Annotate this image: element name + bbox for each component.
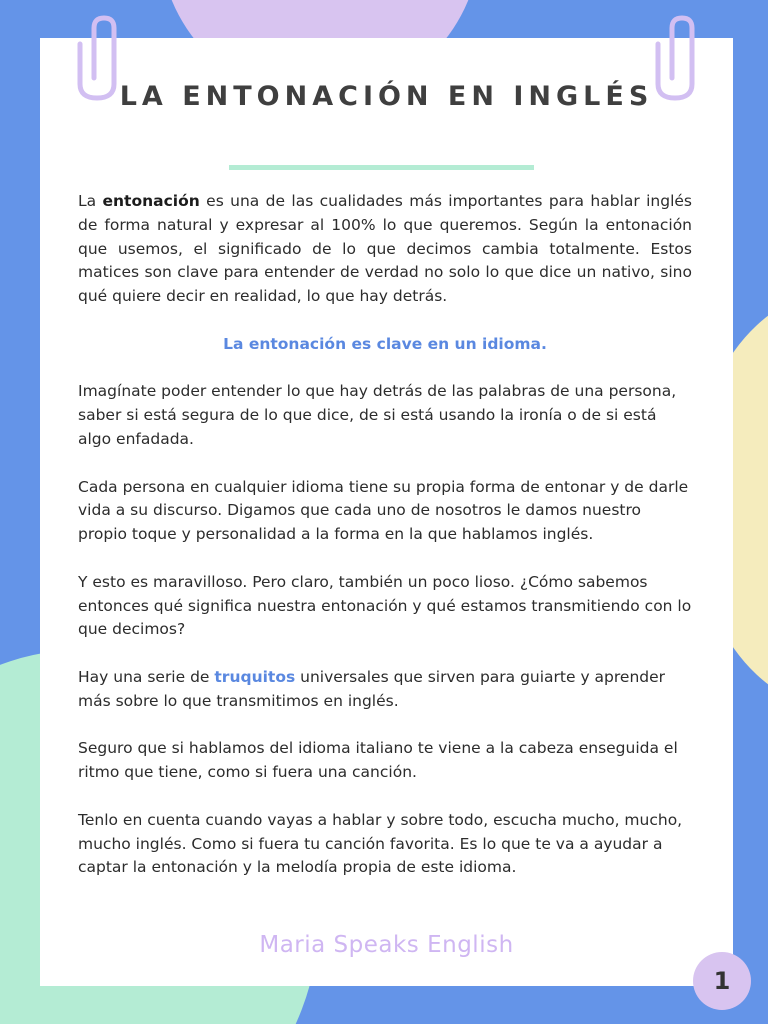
keyword-truquitos: truquitos <box>214 667 296 686</box>
title-underline <box>229 165 534 170</box>
keyword-entonacion: entonación <box>102 192 200 210</box>
page-title: LA ENTONACIÓN EN INGLÉS <box>119 81 654 112</box>
page-number-badge: 1 <box>693 952 751 1010</box>
paragraph-intro <box>78 190 692 309</box>
paragraph-each-person: Cada persona en cualquier idioma tiene su propia forma de entonar y de darle vida a su discurso. Digamos que cada uno de nosotros le damos nuestro propio toque y personalidad a la forma en la que hablamos inglés. <box>78 477 689 544</box>
paragraph-intro-rest: es una de las cualidades más importantes para hablar inglés de forma natural y expresar al 100% lo que queremos. Según la entonación que usemos, el significado de lo que decimos cambia totalmente. Estos matices son clave para entender de verdad no solo lo que dice un nativo, sino qué quiere decir en realidad, lo que hay detrás. <box>78 192 692 306</box>
paragraph-intro-start: La <box>78 192 103 210</box>
paragraph-italian: Seguro que si hablamos del idioma italiano te viene a la cabeza enseguida el ritmo que tiene, como si fuera una canción. <box>78 739 678 782</box>
paragraph-marvelous: Y esto es maravilloso. Pero claro, también un poco lioso. ¿Cómo sabemos entonces qué significa nuestra entonación y qué estamos transmitiendo con lo que decimos? <box>78 572 692 639</box>
brand-footer: Maria Speaks English <box>259 932 514 958</box>
paragraph-tricks-start: Hay una serie de <box>78 667 215 686</box>
paragraph-tricks <box>78 666 692 714</box>
callout-highlight: La entonación es clave en un idioma. <box>223 334 547 353</box>
paragraph-listen: Tenlo en cuenta cuando vayas a hablar y sobre todo, escucha mucho, mucho, mucho inglés. Como si fuera tu canción favorita. Es lo que te va a ayudar a captar la entonación y la melodía propia de este idioma. <box>78 810 683 877</box>
body-text <box>78 190 692 904</box>
paragraph-tricks-rest: universales que sirven para guiarte y aprender más sobre lo que transmitimos en inglés. <box>78 667 666 710</box>
paragraph-imagine: Imagínate poder entender lo que hay detrás de las palabras de una persona, saber si está segura de lo que dice, de si está usando la ironía o de si está algo enfadada. <box>78 382 677 448</box>
